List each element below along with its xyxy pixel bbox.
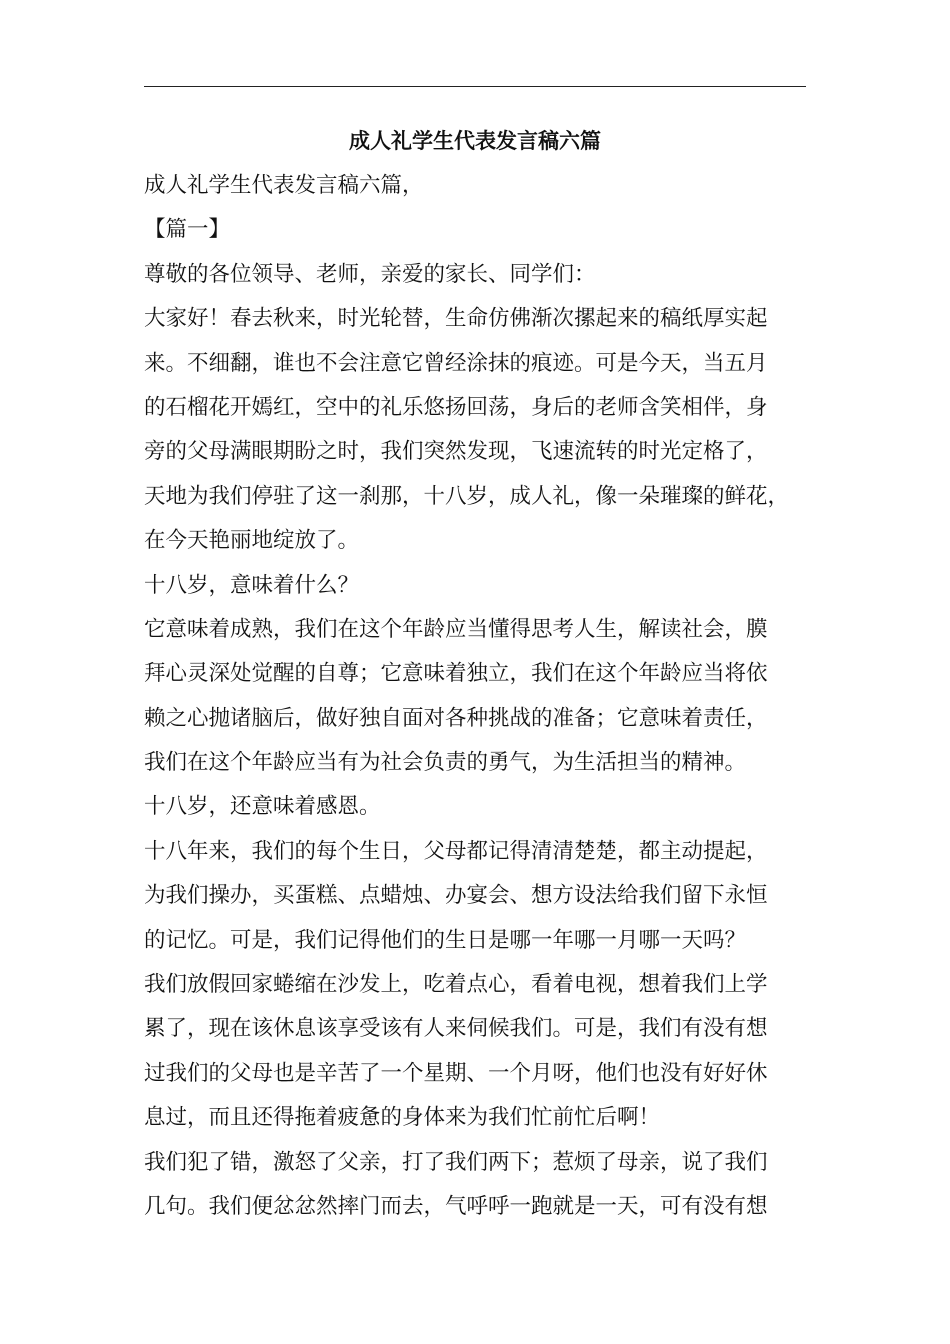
text-line: 大家好！春去秋来，时光轮替，生命仿佛渐次摞起来的稿纸厚实起: [144, 306, 768, 332]
text-line: 几句。我们便忿忿然摔门而去，气呼呼一跑就是一天，可有没有想: [144, 1193, 768, 1219]
text-line: 十八岁，意味着什么？: [144, 572, 360, 598]
text-line: 来。不细翻，谁也不会注意它曾经涂抹的痕迹。可是今天，当五月: [144, 350, 768, 376]
document-body: [144, 168, 820, 1233]
text-line: 我们犯了错，激怒了父亲，打了我们两下；惹烦了母亲，说了我们: [144, 1149, 768, 1175]
text-line: 的记忆。可是，我们记得他们的生日是哪一年哪一月哪一天吗？: [144, 927, 747, 953]
text-line: 我们在这个年龄应当有为社会负责的勇气，为生活担当的精神。: [144, 750, 747, 776]
text-line: 拜心灵深处觉醒的自尊；它意味着独立，我们在这个年龄应当将依: [144, 661, 768, 687]
text-line: 尊敬的各位领导、老师，亲爱的家长、同学们：: [144, 261, 596, 287]
text-line: 在今天艳丽地绽放了。: [144, 528, 360, 554]
text-line: 它意味着成熟，我们在这个年龄应当懂得思考人生，解读社会，膜: [144, 616, 768, 642]
text-line: 的石榴花开嫣红，空中的礼乐悠扬回荡，身后的老师含笑相伴，身: [144, 394, 768, 420]
text-line: 我们放假回家蜷缩在沙发上，吃着点心，看着电视，想着我们上学: [144, 972, 768, 998]
text-line: 息过，而且还得拖着疲惫的身体来为我们忙前忙后啊！: [144, 1105, 661, 1131]
text-line: 旁的父母满眼期盼之时，我们突然发现，飞速流转的时光定格了，: [144, 439, 768, 465]
text-line: 累了，现在该休息该享受该有人来伺候我们。可是，我们有没有想: [144, 1016, 768, 1042]
text-line: 过我们的父母也是辛苦了一个星期、一个月呀，他们也没有好好休: [144, 1060, 768, 1086]
text-line: 为我们操办，买蛋糕、点蜡烛、办宴会、想方设法给我们留下永恒: [144, 883, 768, 909]
text-line: 十八岁，还意味着感恩。: [144, 794, 381, 820]
text-line: 赖之心抛诸脑后，做好独自面对各种挑战的准备；它意味着责任，: [144, 705, 768, 731]
header-rule: [144, 86, 806, 87]
text-line: 【篇一】: [144, 217, 231, 243]
document-title: 成人礼学生代表发言稿六篇: [349, 129, 601, 153]
text-line: 天地为我们停驻了这一刹那，十八岁，成人礼，像一朵璀璨的鲜花，: [144, 483, 790, 509]
text-line: 十八年来，我们的每个生日，父母都记得清清楚楚，都主动提起，: [144, 838, 768, 864]
text-line: 成人礼学生代表发言稿六篇，: [144, 173, 424, 198]
